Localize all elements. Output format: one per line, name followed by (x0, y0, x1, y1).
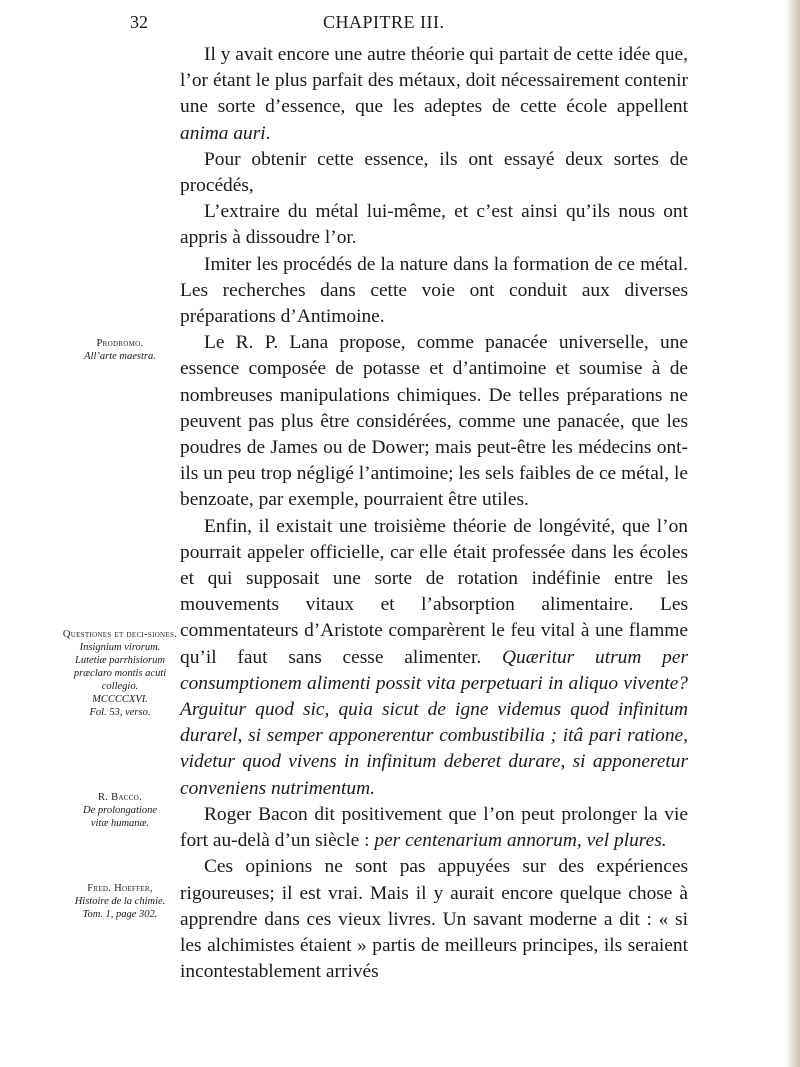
latin-phrase: per centenarium annorum, vel plures. (374, 830, 667, 852)
paragraph-bacon: Roger Bacon dit positivement que l’on peut prolonger la vie fort au-delà d’un siècle : per centenarium annorum, vel plures. (180, 803, 688, 852)
chapter-title: CHAPITRE III. (323, 12, 445, 32)
latin-quotation: Quæritur utrum per consumptionem alimenti possit vita perpetuari in aliquo vivente? Arguitur quod sic, quia sicut de igne videmus quod infinitum durarel, si semper apponerentur combustibilia ; itâ pari ratione, videtur quod vivens in infinitum deberet durare, si apponeretur conveniens nutrimentum. (180, 646, 688, 799)
paragraph-opinions: Ces opinions ne sont pas appuyées sur des expériences rigoureuses; il est vrai. Mais il y aurait encore quelque chose à apprendre dans ces vieux livres. Un savant moderne a dit : « si les alchimistes étaient » partis de meilleurs principes, ils seraient incontestablement arrivés (180, 856, 688, 983)
paragraph-extraire: L’extraire du métal lui-même, et c’est ainsi qu’ils nous ont appris à dissoudre l’or. (180, 201, 688, 249)
paragraph-longevite: Enfin, il existait une troisième théorie de longévité, que l’on pourrait appeler officielle, car elle était professée dans les écoles et qui supposait une sorte de rotation indéfinie entre les mouvements vitaux et l’absorption alimentaire. Les commentateurs d’Aristote comparèrent le feu vital à une flamme qu’il faut sans cesse alimenter. Quæritur utrum per consumptionem alimenti possit vita perpetuari in aliquo vivente? Arguitur quod sic, quia sicut de igne videmus quod infinitum durarel, si semper apponerentur combustibilia ; itâ pari ratione, videtur quod vivens in infinitum deberet durare, si apponeretur conveniens nutrimentum. (180, 515, 688, 799)
marginal-note-prodromo: Prodromo. All’arte maestra. (84, 338, 156, 362)
paragraph-procedes: Pour obtenir cette essence, ils ont essayé deux sortes de procédés, (180, 148, 688, 197)
page-number: 32 (130, 12, 148, 32)
marginal-note-bacco: R. Bacco. De prolongatione vitæ humanæ. (83, 792, 157, 829)
page-edge (786, 0, 800, 1067)
paragraph-lana: Le R. P. Lana propose, comme panacée universelle, une essence composée de potasse et d’antimoine et soumise à de nombreuses manipulations chimiques. De telles préparations ne peuvent pas plus être considérées, comme une panacée, que les poudres de James ou de Dower; mais peut-être les médecins ont-ils un peu trop négligé l’antimoine; les sels faibles de ce métal, le benzoate, par exemple, pourraient être utiles. (180, 332, 688, 511)
latin-phrase: anima auri (180, 122, 266, 144)
page-header (100, 8, 700, 34)
body-text (180, 42, 688, 985)
paragraph-anima-auri: Il y avait encore une autre théorie qui partait de cette idée que, l’or étant le plus parfait des métaux, doit nécessairement contenir une sorte d’essence, que les adeptes de cette école appellent anima auri. (180, 44, 688, 144)
paragraph-imiter: Imiter les procédés de la nature dans la formation de ce métal. Les recherches dans cette voie ont conduit aux diverses préparations d’Antimoine. (180, 253, 688, 328)
marginal-note-questiones: Questiones et deci-siones. Insignium virorum. Lutetiæ parrhisiorum præclaro montis acuti collegio. MCCCCXVI. Fol. 53, verso. (62, 629, 178, 718)
marginal-note-hoeffer: Fred. Hoeffer, Histoire de la chimie. Tom. 1, page 302. (74, 883, 166, 920)
